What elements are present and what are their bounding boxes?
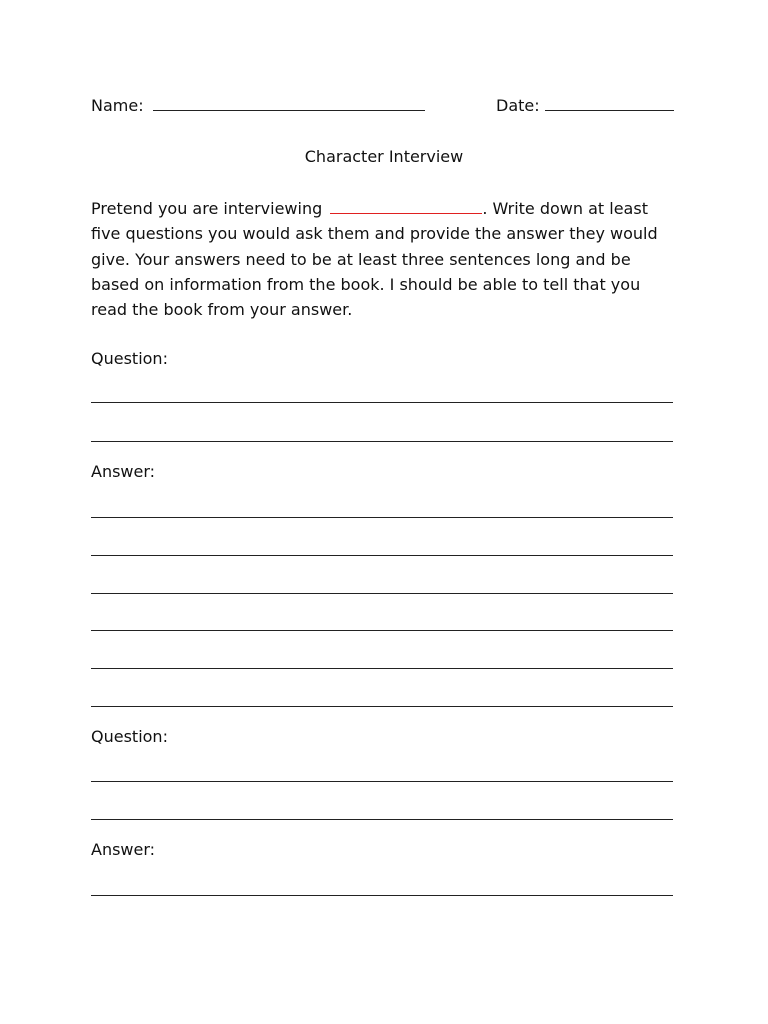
question-write-line[interactable] bbox=[91, 781, 673, 782]
name-row bbox=[91, 96, 425, 116]
instructions-line-4: based on information from the book. I should be able to tell that you bbox=[91, 274, 641, 294]
instructions bbox=[91, 196, 671, 322]
question-label: Question: bbox=[91, 349, 168, 368]
instructions-line-2: five questions you would ask them and provide the answer they would bbox=[91, 224, 658, 244]
answer-write-line[interactable] bbox=[91, 593, 673, 594]
instructions-rest: . Write down at least bbox=[482, 199, 648, 218]
question-label: Question: bbox=[91, 727, 168, 746]
character-name-field[interactable] bbox=[330, 199, 482, 214]
answer-write-line[interactable] bbox=[91, 630, 673, 631]
name-label: Name: bbox=[91, 96, 144, 115]
question-write-line[interactable] bbox=[91, 441, 673, 442]
instructions-line-5: read the book from your answer. bbox=[91, 300, 353, 320]
answer-label: Answer: bbox=[91, 840, 156, 859]
date-field[interactable] bbox=[545, 96, 674, 111]
date-label: Date: bbox=[496, 96, 540, 115]
date-row bbox=[496, 96, 674, 116]
instructions-lead: Pretend you are interviewing bbox=[91, 199, 323, 218]
answer-write-line[interactable] bbox=[91, 555, 673, 556]
instructions-line-3: give. Your answers need to be at least three sentences long and be bbox=[91, 249, 631, 269]
answer-write-line[interactable] bbox=[91, 895, 673, 896]
answer-label: Answer: bbox=[91, 462, 156, 481]
question-write-line[interactable] bbox=[91, 819, 673, 820]
page-title: Character Interview bbox=[304, 147, 464, 166]
name-field[interactable] bbox=[153, 96, 425, 111]
answer-write-line[interactable] bbox=[91, 668, 673, 669]
answer-write-line[interactable] bbox=[91, 517, 673, 518]
instructions-line-1 bbox=[91, 196, 671, 221]
answer-write-line[interactable] bbox=[91, 706, 673, 707]
question-write-line[interactable] bbox=[91, 402, 673, 403]
